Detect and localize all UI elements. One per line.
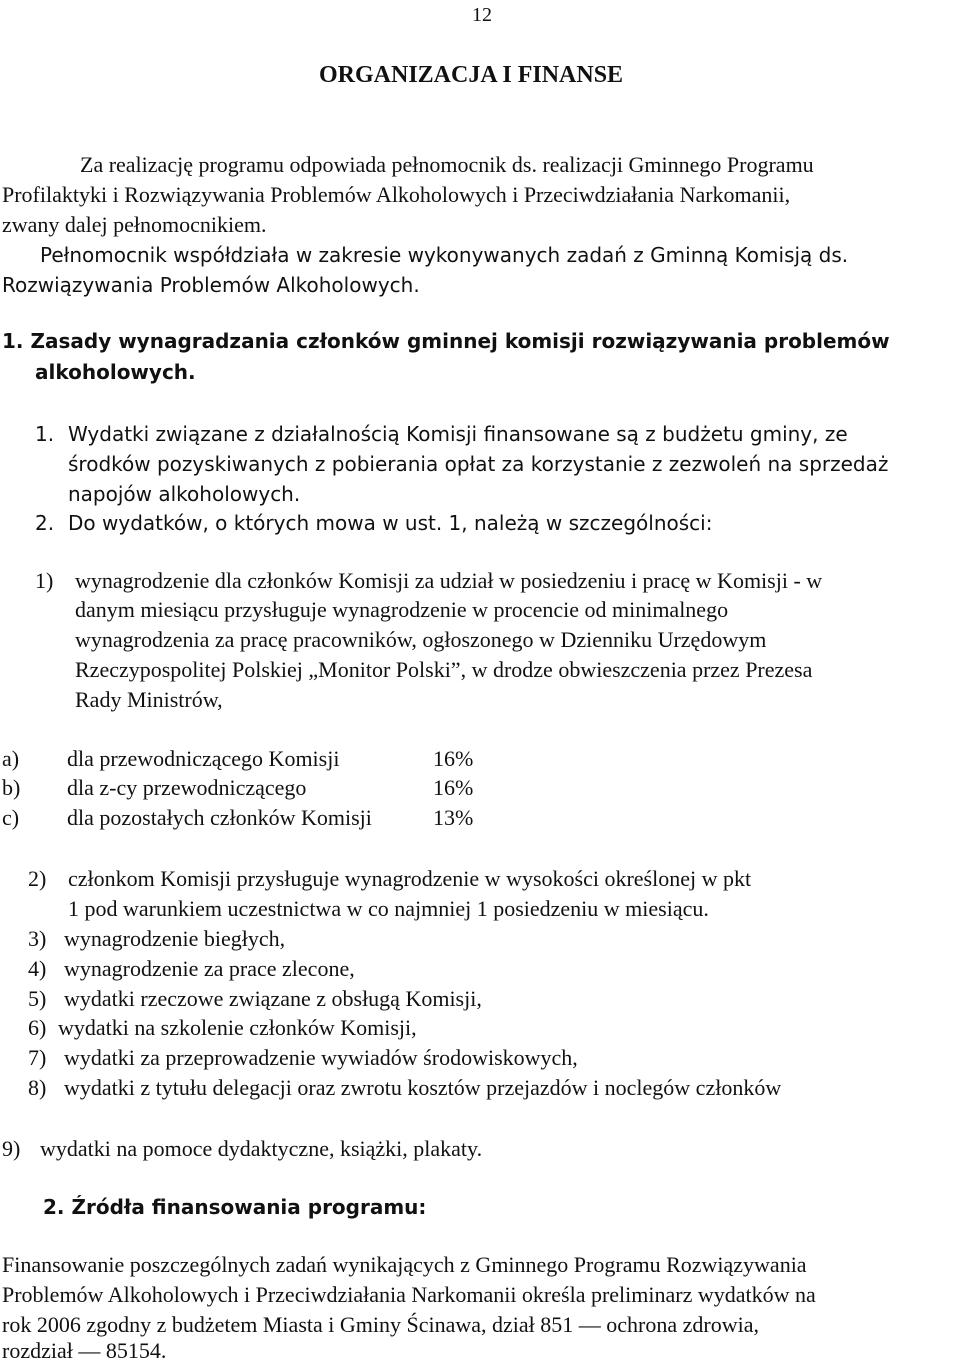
item-4-number: 4) [28, 956, 47, 981]
section-2-line-4: rozdział — 85154. [2, 1338, 167, 1363]
item-7-text: wydatki za przeprowadzenie wywiadów środowiskowych, [64, 1045, 578, 1070]
section-2-line-2: Problemów Alkoholowych i Przeciwdziałania Narkomanii określa preliminarz wydatków na [2, 1282, 816, 1307]
item-8-number: 8) [28, 1075, 47, 1100]
point-1-line-3: napojów alkoholowych. [68, 482, 301, 506]
item-1-line-1: wynagrodzenie dla członków Komisji za udział w posiedzeniu i pracę w Komisji - w [75, 568, 823, 593]
rate-b-letter: b) [2, 775, 21, 800]
item-8-text: wydatki z tytułu delegacji oraz zwrotu kosztów przejazdów i noclegów członków [64, 1075, 782, 1100]
item-1-line-5: Rady Ministrów, [75, 687, 223, 712]
item-3-text: wynagrodzenie biegłych, [64, 926, 286, 951]
item-9-number: 9) [2, 1136, 21, 1161]
point-1-line-1: Wydatki związane z działalnością Komisji finansowane są z budżetu gminy, ze [68, 422, 848, 446]
intro-line-2: Profilaktyki i Rozwiązywania Problemów Alkoholowych i Przeciwdziałania Narkomanii, [2, 182, 791, 207]
item-5-text: wydatki rzeczowe związane z obsługą Komisji, [64, 986, 482, 1011]
intro-line-1: Za realizację programu odpowiada pełnomocnik ds. realizacji Gminnego Programu [80, 152, 814, 177]
item-9-text: wydatki na pomoce dydaktyczne, książki, plakaty. [40, 1136, 483, 1161]
item-5-number: 5) [28, 986, 47, 1011]
rate-b-label: dla z-cy przewodniczącego [67, 775, 307, 800]
item-7-number: 7) [28, 1045, 47, 1070]
intro-line-3: zwany dalej pełnomocnikiem. [2, 212, 267, 237]
intro-line-5: Rozwiązywania Problemów Alkoholowych. [2, 273, 420, 297]
item-3-number: 3) [28, 926, 47, 951]
page-title: ORGANIZACJA I FINANSE [319, 62, 624, 88]
item-1-number: 1) [35, 568, 54, 593]
rate-c-value: 13% [433, 805, 474, 830]
point-2-line-1: Do wydatków, o których mowa w ust. 1, należą w szczególności: [68, 511, 713, 535]
point-1-line-2: środków pozyskiwanych z pobierania opłat za korzystanie z zezwoleń na sprzedaż [68, 452, 889, 476]
rate-a-label: dla przewodniczącego Komisji [67, 746, 340, 771]
rate-a-value: 16% [433, 746, 474, 771]
rate-b-value: 16% [433, 775, 474, 800]
page-number: 12 [472, 4, 492, 26]
section-2-line-3: rok 2006 zgodny z budżetem Miasta i Gminy Ścinawa, dział 851 — ochrona zdrowia, [2, 1312, 759, 1337]
rate-a-letter: a) [2, 746, 20, 771]
item-2-line-1: członkom Komisji przysługuje wynagrodzenie w wysokości określonej w pkt [68, 866, 752, 891]
intro-line-4: Pełnomocnik współdziała w zakresie wykonywanych zadań z Gminną Komisją ds. [40, 243, 849, 267]
item-6-text: wydatki na szkolenie członków Komisji, [58, 1015, 417, 1040]
rate-c-letter: c) [2, 805, 20, 830]
rate-c-label: dla pozostałych członków Komisji [67, 805, 372, 830]
item-6-number: 6) [28, 1015, 47, 1040]
item-2-line-2: 1 pod warunkiem uczestnictwa w co najmniej 1 posiedzeniu w miesiącu. [68, 896, 709, 921]
item-4-text: wynagrodzenie za prace zlecone, [64, 956, 355, 981]
section-2-line-1: Finansowanie poszczególnych zadań wynikających z Gminnego Programu Rozwiązywania [2, 1252, 807, 1277]
item-2-number: 2) [28, 866, 47, 891]
point-1-number: 1. [35, 422, 55, 446]
section-1-heading-cont: alkoholowych. [35, 360, 196, 384]
section-2-heading: 2. Źródła finansowania programu: [43, 1195, 427, 1219]
item-1-line-3: wynagrodzenia za pracę pracowników, ogłoszonego w Dzienniku Urzędowym [75, 627, 767, 652]
section-1-heading: 1. Zasady wynagradzania członków gminnej komisji rozwiązywania problemów [2, 329, 890, 353]
item-1-line-4: Rzeczypospolitej Polskiej „Monitor Polski”, w drodze obwieszczenia przez Prezesa [75, 657, 813, 682]
item-1-line-2: danym miesiącu przysługuje wynagrodzenie w procencie od minimalnego [75, 597, 729, 622]
point-2-number: 2. [35, 511, 55, 535]
